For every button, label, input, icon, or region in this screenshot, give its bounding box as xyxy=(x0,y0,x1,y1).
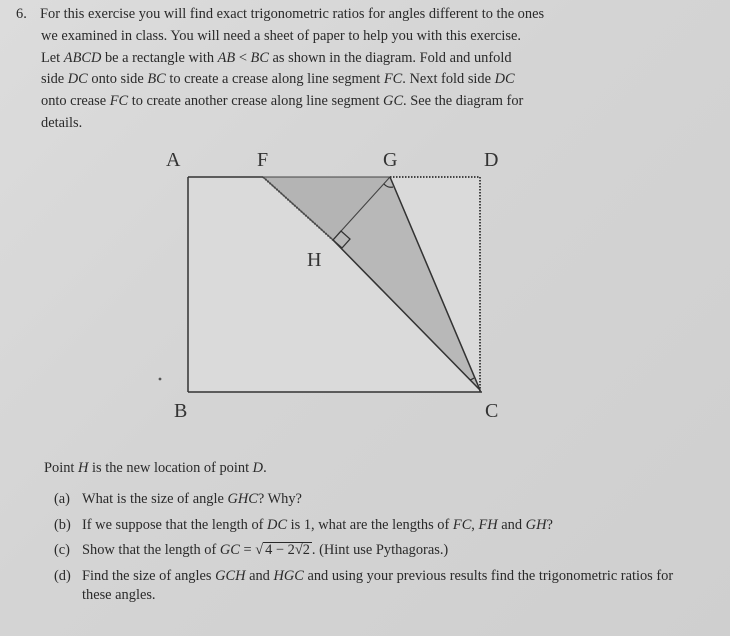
part-a: (a) What is the size of angle GHC? Why? xyxy=(54,491,302,507)
label-f: F xyxy=(257,149,269,171)
question-number: 6. xyxy=(16,6,27,22)
label-a: A xyxy=(166,149,181,171)
part-b: (b) If we suppose that the length of DC is 1, what are the lengths of FC, FH and GH? xyxy=(54,516,553,533)
question-parts xyxy=(54,490,694,612)
part-c: (c) Show that the length of GC = √ 4 − 2√2 . (Hint use Pythagoras.) xyxy=(54,542,449,558)
intro-line-2: we examined in class. You will need a sheet of paper to help you with this exercise. xyxy=(41,27,521,44)
intro-line-4: side DC onto side BC to create a crease along line segment FC. Next fold side DC xyxy=(41,71,515,88)
label-c: C xyxy=(485,400,499,422)
intro-line-6: details. xyxy=(41,114,83,131)
intro-line-5: onto crease FC to create another crease along line segment GC. See the diagram for xyxy=(41,93,524,110)
label-d: D xyxy=(484,149,499,171)
intro-line-3: Let ABCD be a rectangle with AB < BC as shown in the diagram. Fold and unfold xyxy=(41,49,512,66)
part-d: (d) Find the size of angles GCH and HGC and using your previous results find the trigonometric ratios for these angles. xyxy=(54,567,674,603)
label-h: H xyxy=(307,249,322,271)
stray-mark xyxy=(159,378,162,381)
intro-line-1: 6. For this exercise you will find exact trigonometric ratios for angles different to the ones xyxy=(6,4,686,26)
label-b: B xyxy=(174,400,188,422)
point-note: Point H is the new location of point D. xyxy=(44,460,267,476)
label-g: G xyxy=(383,149,398,171)
